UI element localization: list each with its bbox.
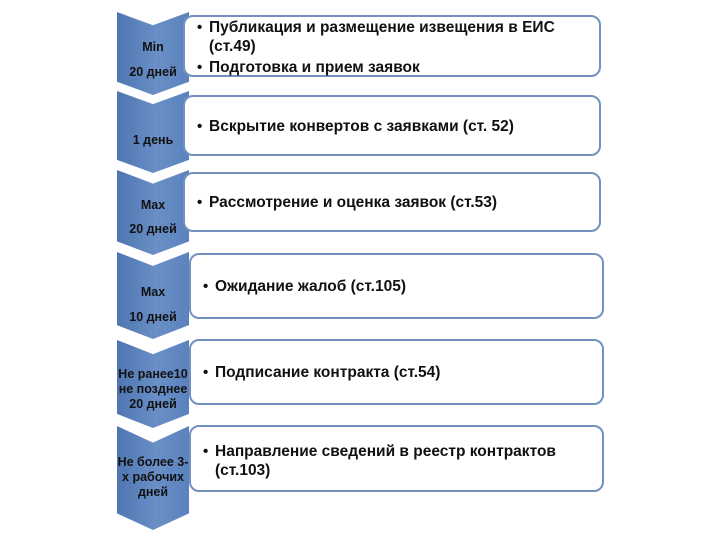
step-5-duration [117, 367, 189, 412]
step-3-duration-line-1: Max [140, 198, 166, 212]
step-6-item-1: • Направление сведений в реестр контрактов (ст.103) [191, 442, 602, 480]
step-5-box [189, 339, 604, 405]
step-1-duration [117, 40, 189, 80]
step-1-box [183, 15, 601, 77]
step-3-item-1: • Рассмотрение и оценка заявок (ст.53) [185, 193, 599, 212]
step-6-duration-line-1: Не более 3- [117, 455, 189, 469]
step-2-duration-line-1: 1 день [132, 133, 174, 147]
step-6-duration-line-3: дней [137, 485, 169, 499]
step-1-duration-line-1: Min [142, 40, 164, 54]
step-2-duration [117, 133, 189, 148]
step-1-item-1: • Публикация и размещение извещения в ЕИС (ст.49) [185, 18, 599, 56]
step-1-duration-line-2: 20 дней [129, 65, 177, 79]
step-2-item-1: • Вскрытие конвертов с заявками (ст. 52) [185, 117, 599, 136]
step-5-duration-line-2: не позднее [118, 382, 188, 396]
step-1-item-2: • Подготовка и прием заявок [185, 58, 599, 77]
step-4-box [189, 253, 604, 319]
step-5-duration-line-1: Не ранее10 [118, 367, 188, 381]
step-5-duration-line-3: 20 дней [129, 397, 177, 411]
step-4-duration [117, 285, 189, 325]
step-2-box [183, 95, 601, 156]
step-4-item-1: • Ожидание жалоб (ст.105) [191, 277, 602, 296]
step-3-box [183, 172, 601, 232]
chevron-step-2 [117, 91, 189, 173]
step-5-item-1: • Подписание контракта (ст.54) [191, 363, 602, 382]
step-6-box [189, 425, 604, 492]
step-3-duration-line-2: 20 дней [129, 222, 177, 236]
step-4-duration-line-2: 10 дней [129, 310, 177, 324]
step-4-duration-line-1: Max [140, 285, 166, 299]
step-6-duration-line-2: х рабочих [122, 470, 184, 484]
step-3-duration [117, 198, 189, 237]
step-6-duration [117, 455, 189, 500]
